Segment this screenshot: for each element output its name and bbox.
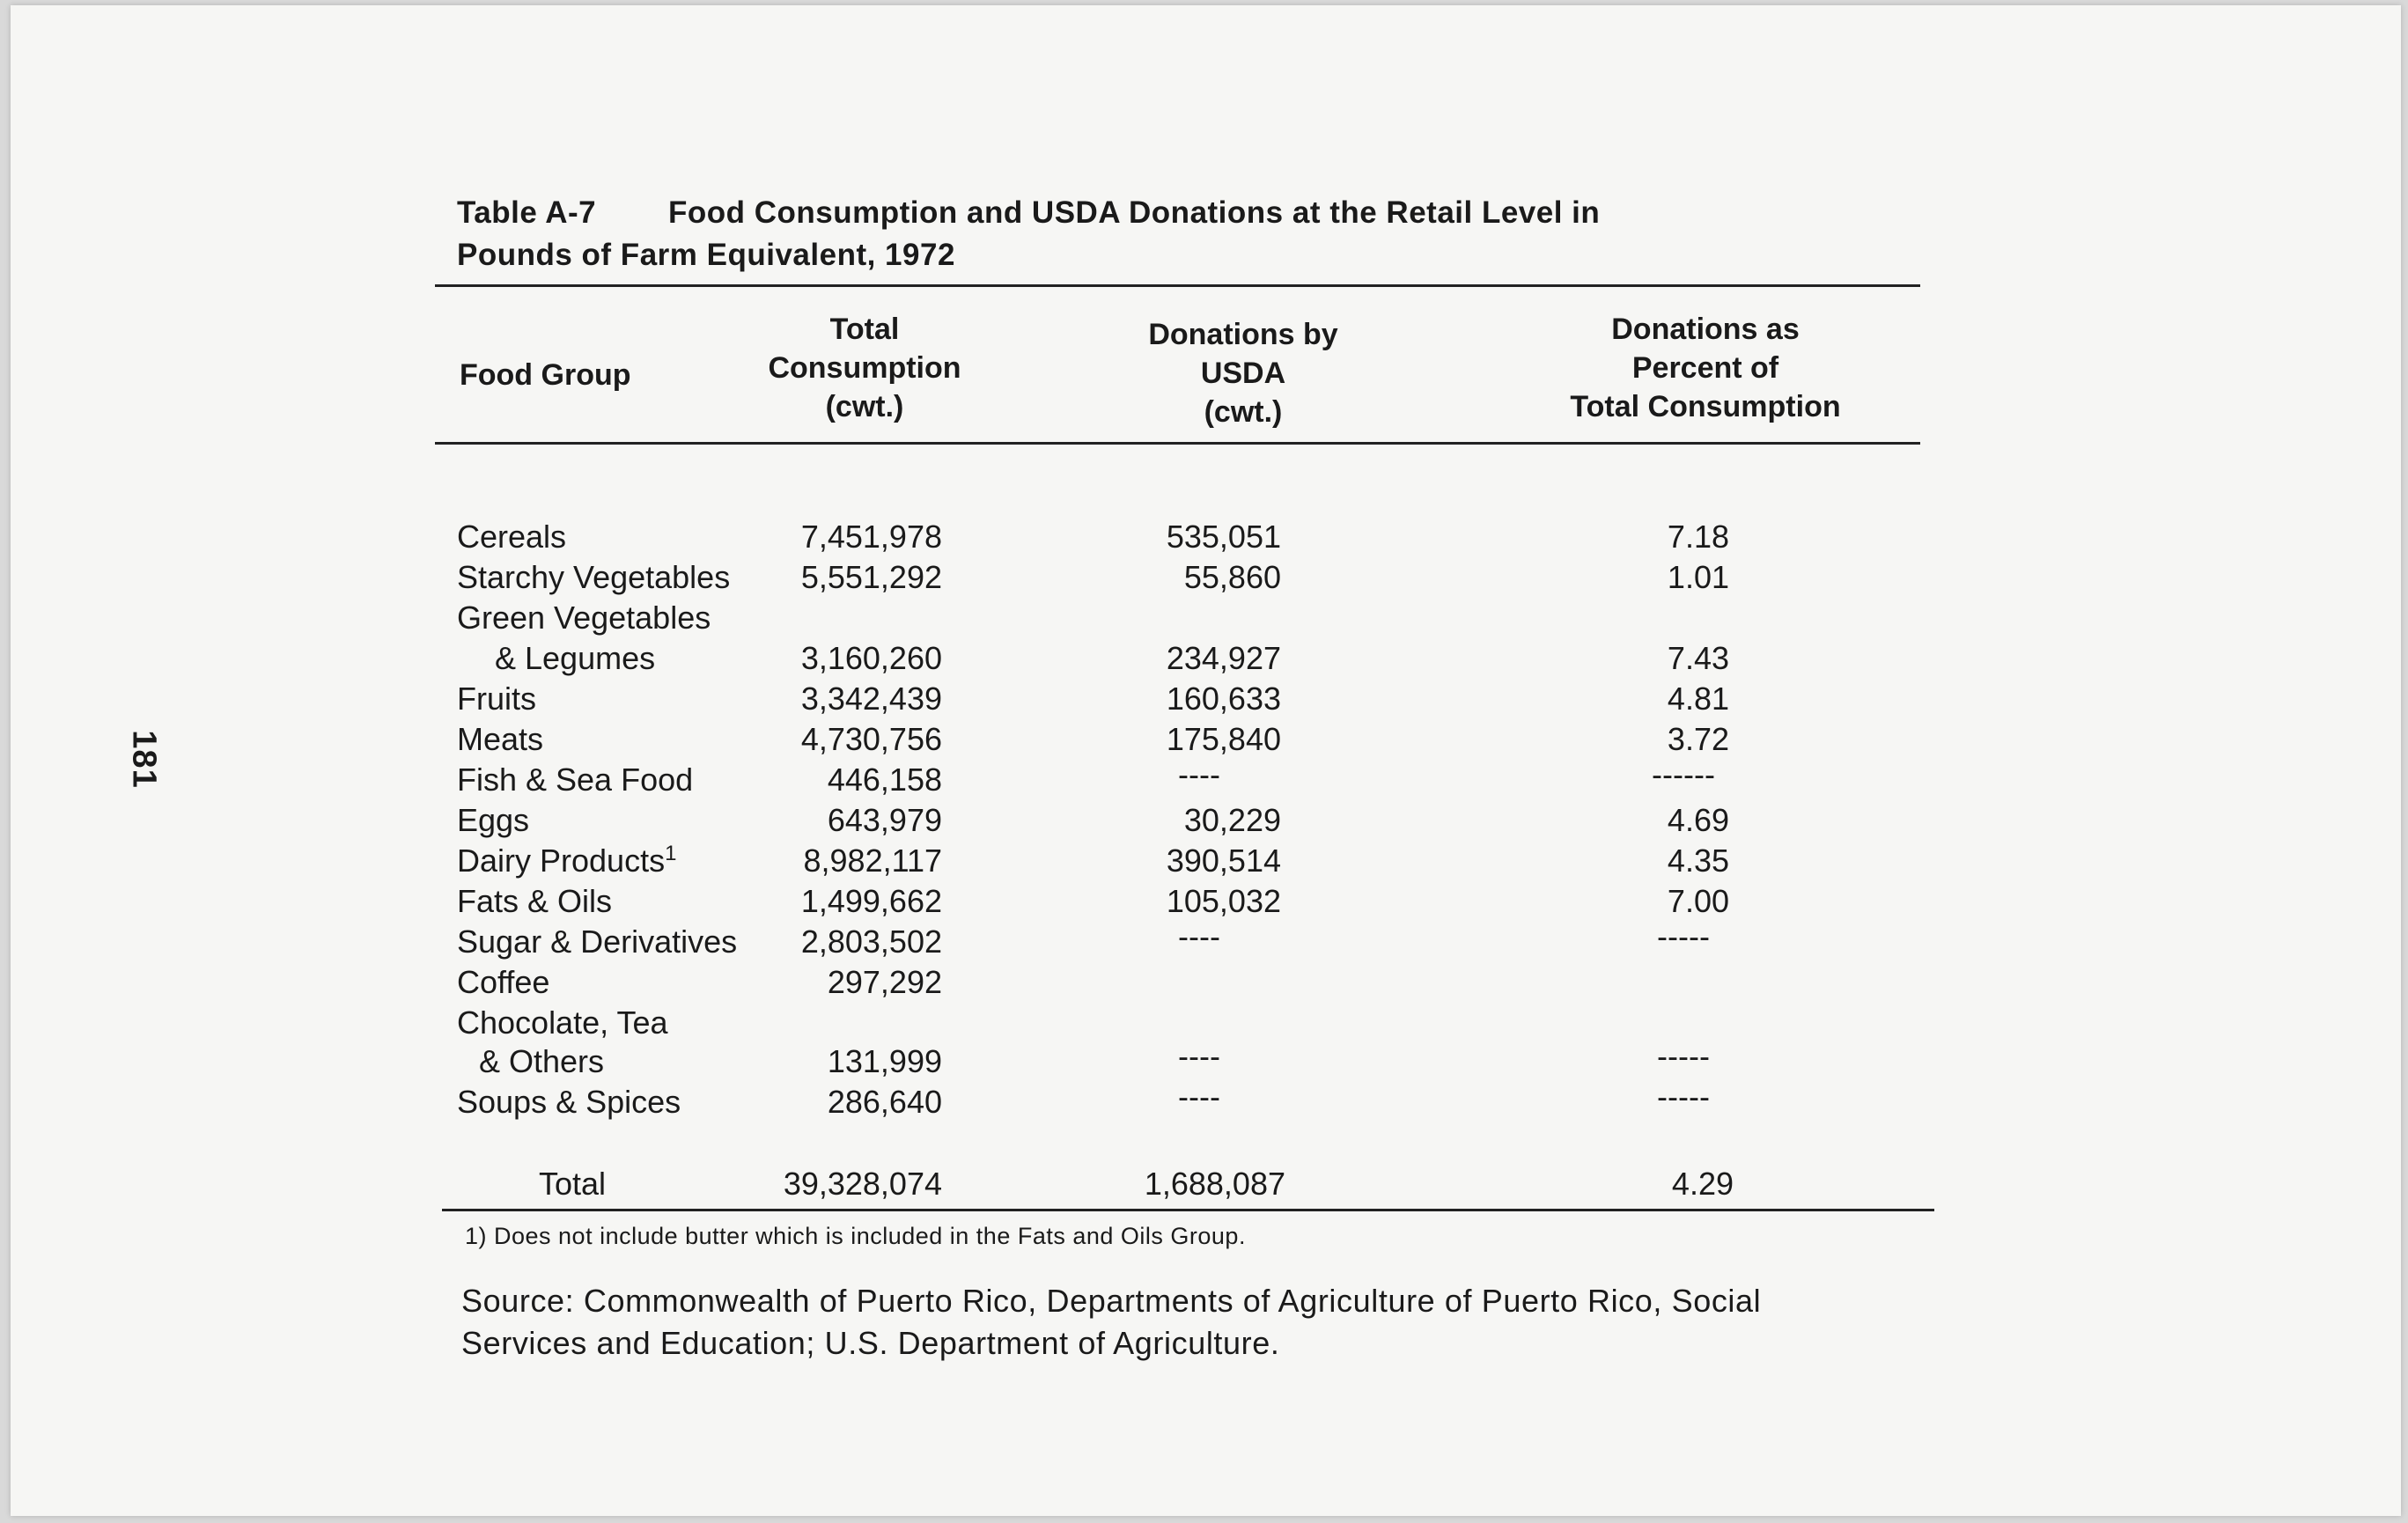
table-cell-donations: 234,927 <box>1166 640 1281 676</box>
table-cell-donations: ---- <box>1178 1078 1220 1115</box>
source-line-1: Source: Commonwealth of Puerto Rico, Departments of Agriculture of Puerto Rico, Social <box>461 1283 1762 1319</box>
table-cell-total: 3,160,260 <box>800 640 942 676</box>
table-title-text: Food Consumption and USDA Donations at the Retail Level in <box>668 195 1601 230</box>
table-title-line-2: Pounds of Farm Equivalent, 1972 <box>457 238 955 272</box>
total-consumption-value: 39,328,074 <box>783 1166 942 1202</box>
source-note <box>461 1280 1940 1365</box>
source-line-2: Services and Education; U.S. Department of Agriculture. <box>461 1325 1280 1361</box>
food-name: Dairy Products <box>457 842 666 879</box>
table-cell-percent: ----- <box>1657 1078 1710 1115</box>
header-line: Total <box>829 313 900 346</box>
table-cell-food-continued: & Legumes <box>495 640 656 676</box>
page-number: 181 <box>125 730 163 789</box>
table-cell-total: 446,158 <box>827 762 942 798</box>
table-cell-donations: 30,229 <box>1183 802 1281 838</box>
table-cell-food: Starchy Vegetables <box>457 559 731 595</box>
table-cell-food: Coffee <box>457 964 550 1000</box>
table-cell-food: Green Vegetables <box>457 600 711 636</box>
table-cell-food: Sugar & Derivatives <box>457 923 738 960</box>
table-cell-donations: 175,840 <box>1166 721 1281 757</box>
table-cell-donations: 535,051 <box>1166 519 1281 555</box>
footnote-marker: 1 <box>665 842 677 865</box>
table-cell-percent: ----- <box>1657 1038 1710 1074</box>
table-title <box>457 192 1954 276</box>
footnote: 1) Does not include butter which is included in the Fats and Oils Group. <box>465 1223 1246 1249</box>
table-cell-total: 7,451,978 <box>800 519 942 555</box>
header-line: (cwt.) <box>825 390 904 423</box>
header-line: (cwt.) <box>1204 395 1283 429</box>
document-page <box>11 5 2401 1516</box>
table-cell-total: 643,979 <box>827 802 942 838</box>
table-cell-donations: ---- <box>1178 918 1220 954</box>
table-cell-food: Meats <box>457 721 544 757</box>
header-total-consumption <box>733 310 997 426</box>
table-cell-donations: 160,633 <box>1166 681 1281 717</box>
table-label: Table A-7 <box>457 195 597 230</box>
table-cell-percent: ------ <box>1652 756 1715 792</box>
table-cell-total: 8,982,117 <box>803 842 942 879</box>
table-top-rule <box>435 284 1920 287</box>
table-cell-donations: 390,514 <box>1166 842 1281 879</box>
table-cell-total: 131,999 <box>827 1043 942 1079</box>
table-cell-total: 286,640 <box>827 1084 942 1120</box>
table-cell-donations: ---- <box>1178 1038 1220 1074</box>
table-cell-food: Cereals <box>457 519 567 555</box>
table-cell-percent: 4.35 <box>1667 842 1729 879</box>
table-cell-percent: 7.43 <box>1667 640 1729 676</box>
table-cell-total: 297,292 <box>827 964 942 1000</box>
table-cell-food: Chocolate, Tea <box>457 1004 668 1041</box>
header-donations <box>1102 315 1384 431</box>
table-cell-food: Eggs <box>457 802 530 838</box>
total-percent-value: 4.29 <box>1671 1166 1734 1202</box>
table-cell-food: Fruits <box>457 681 536 717</box>
header-line: Donations as <box>1611 313 1800 346</box>
table-cell-percent: 7.00 <box>1667 883 1729 919</box>
table-header-rule <box>435 442 1920 445</box>
table-cell-food: Fish & Sea Food <box>457 762 694 798</box>
total-donations-value: 1,688,087 <box>1144 1166 1285 1202</box>
header-line: Consumption <box>768 351 961 385</box>
table-cell-percent: 7.18 <box>1667 519 1729 555</box>
header-line: Percent of <box>1631 351 1779 385</box>
table-title-line-1 <box>457 192 1954 234</box>
total-label: Total <box>539 1166 607 1202</box>
table-cell-percent: 3.72 <box>1667 721 1729 757</box>
table-cell-food: Soups & Spices <box>457 1084 681 1120</box>
header-line: USDA <box>1200 357 1286 390</box>
table-cell-total: 2,803,502 <box>800 923 942 960</box>
header-line: Total Consumption <box>1570 390 1841 423</box>
header-line: Donations by <box>1148 318 1338 351</box>
table-cell-food <box>457 841 676 881</box>
table-cell-donations: 105,032 <box>1166 883 1281 919</box>
table-cell-total: 5,551,292 <box>800 559 942 595</box>
table-cell-percent: 4.81 <box>1667 681 1729 717</box>
table-cell-food: Fats & Oils <box>457 883 613 919</box>
table-bottom-rule <box>442 1209 1934 1211</box>
table-cell-total: 4,730,756 <box>800 721 942 757</box>
table-cell-percent: 4.69 <box>1667 802 1729 838</box>
table-cell-percent: 1.01 <box>1667 559 1729 595</box>
table-cell-food-continued: & Others <box>479 1043 605 1079</box>
header-percent <box>1529 310 1881 426</box>
table-cell-total: 3,342,439 <box>800 681 942 717</box>
table-cell-total: 1,499,662 <box>800 883 942 919</box>
header-food-group: Food Group <box>460 358 631 392</box>
table-cell-percent: ----- <box>1657 918 1710 954</box>
table-cell-donations: ---- <box>1178 756 1220 792</box>
table-cell-donations: 55,860 <box>1183 559 1281 595</box>
